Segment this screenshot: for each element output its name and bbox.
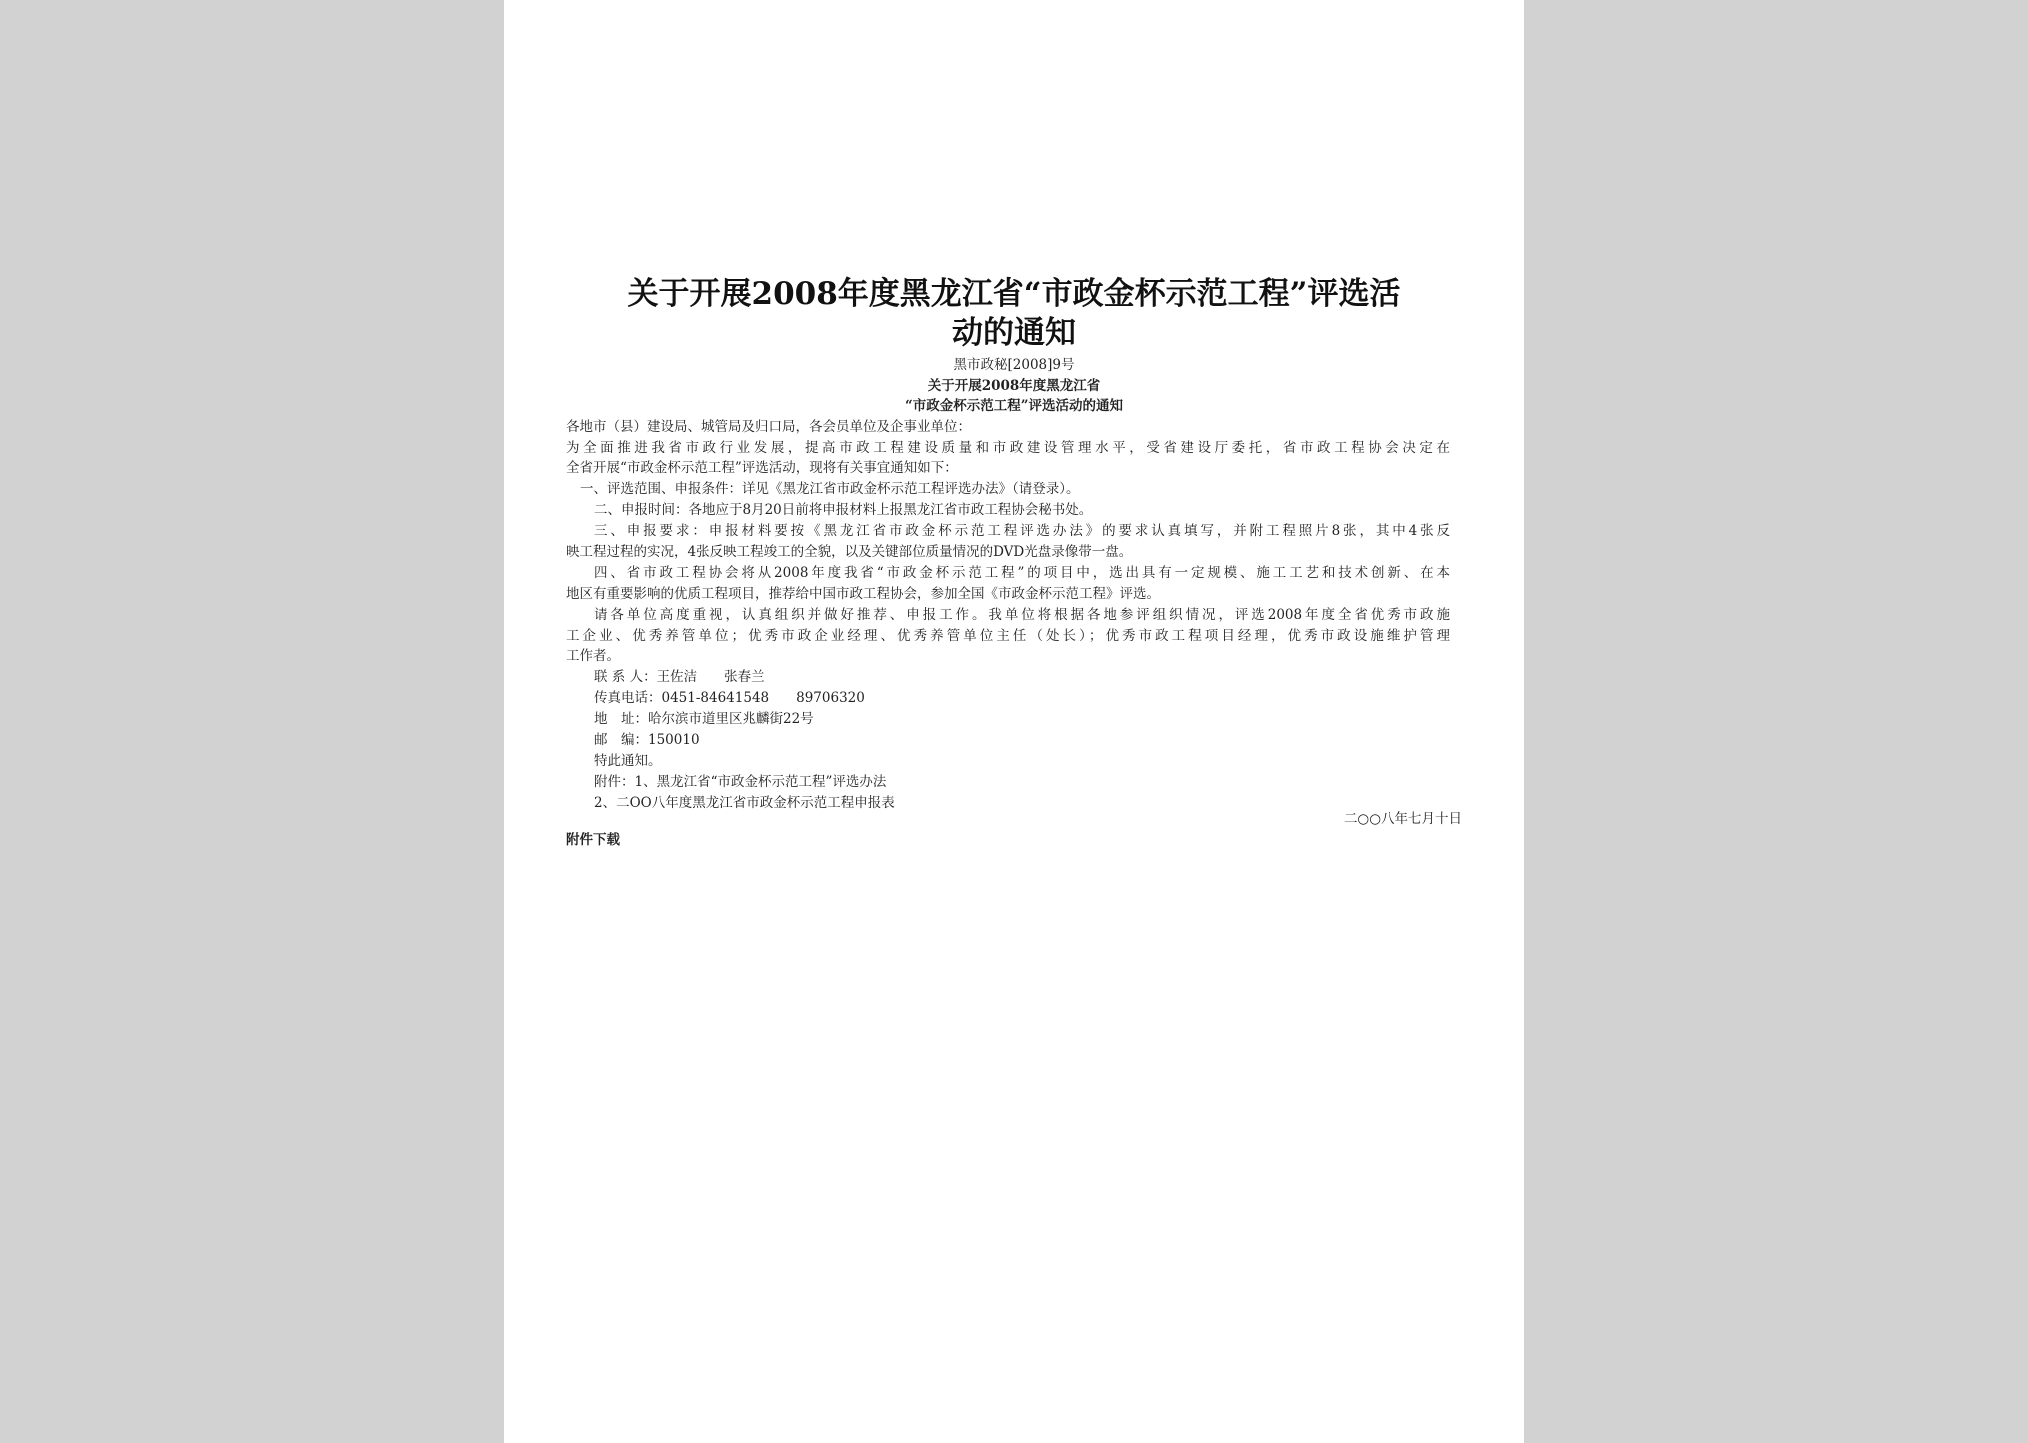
contact-postcode: 邮 编：150010 bbox=[594, 732, 700, 748]
body-item-4: 四、省市政工程协会将从2008年度我省“市政金杯示范工程”的项目中，选出具有一定规模、施工工艺和技术创新、在本 bbox=[594, 565, 1450, 581]
body-item-2: 二、申报时间：各地应于8月20日前将申报材料上报黑龙江省市政工程协会秘书处。 bbox=[594, 502, 1093, 518]
body-item-4-cont: 地区有重要影响的优质工程项目，推荐给中国市政工程协会，参加全国《市政金杯示范工程》评选。 bbox=[566, 586, 1160, 602]
body-item-1: 一、评选范围、申报条件：详见《黑龙江省市政金杯示范工程评选办法》（请登录）。 bbox=[580, 481, 1080, 497]
body-paragraph-line bbox=[566, 439, 1450, 458]
attachment-download-link[interactable]: 附件下载 bbox=[566, 832, 620, 848]
attachment-1: 附件：1、黑龙江省“市政金杯示范工程”评选办法 bbox=[594, 774, 887, 790]
document-title-line-2: 动的通知 bbox=[952, 315, 1076, 351]
closing-note: 特此通知。 bbox=[594, 753, 662, 769]
contact-person: 联 系 人：王佐洁 张春兰 bbox=[594, 669, 765, 685]
body-paragraph-line: 全省开展“市政金杯示范工程”评选活动，现将有关事宜通知如下： bbox=[566, 460, 958, 476]
document-title-line-1: 关于开展2008年度黑龙江省“市政金杯示范工程”评选活 bbox=[627, 276, 1401, 312]
body-paragraph-line: 请各单位高度重视，认真组织并做好推荐、申报工作。我单位将根据各地参评组织情况，评选2008年度全省优秀市政施 bbox=[594, 607, 1450, 623]
body-item-3-cont: 映工程过程的实况，4张反映工程竣工的全貌，以及关键部位质量情况的DVD光盘录像带一盘。 bbox=[566, 544, 1133, 560]
document-page bbox=[504, 0, 1524, 1443]
body-paragraph-line: 工作者。 bbox=[566, 648, 620, 664]
attachment-2: 2、二OO八年度黑龙江省市政金杯示范工程申报表 bbox=[594, 795, 895, 811]
salutation: 各地市（县）建设局、城管局及归口局，各会员单位及企事业单位： bbox=[566, 419, 971, 435]
document-subtitle-line-2: “市政金杯示范工程”评选活动的通知 bbox=[904, 398, 1124, 414]
document-date: 二○○八年七月十日 bbox=[1343, 811, 1462, 827]
document-subtitle-line-1: 关于开展2008年度黑龙江省 bbox=[927, 378, 1101, 394]
contact-address: 地 址：哈尔滨市道里区兆麟街22号 bbox=[594, 711, 814, 727]
contact-fax: 传真电话：0451-84641548 89706320 bbox=[594, 690, 865, 706]
document-number: 黑市政秘[2008]9号 bbox=[953, 357, 1075, 373]
body-text: 为全面推进我省市政行业发展，提高市政工程建设质量和市政建设管理水平，受省建设厅委托，省市政工程协会决定在 bbox=[566, 440, 1450, 456]
body-paragraph-line: 工企业、优秀养管单位；优秀市政企业经理、优秀养管单位主任（处长）；优秀市政工程项目经理，优秀市政设施维护管理 bbox=[566, 628, 1450, 644]
body-item-3: 三、申报要求：申报材料要按《黑龙江省市政金杯示范工程评选办法》的要求认真填写，并附工程照片8张，其中4张反 bbox=[594, 523, 1450, 539]
